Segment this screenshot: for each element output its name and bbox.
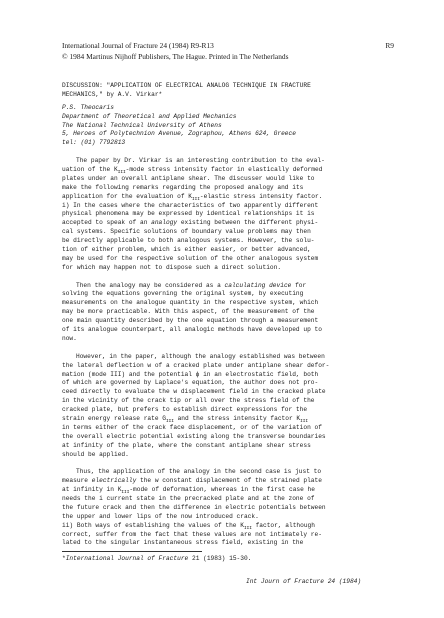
author-address: 5, Heroes of Polytechnion Avenue, Zographou, Athens 624, Greece <box>62 130 296 138</box>
journal-line: International Journal of Fracture 24 (1984) R9-R13 <box>62 41 214 50</box>
title-line-1: DISCUSSION: "APPLICATION OF ELECTRICAL ANALOG TECHNIQUE IN FRACTURE <box>62 82 311 89</box>
paragraph-3-line: in the vicinity of the crack tip or all over the stress field of the <box>62 397 315 405</box>
footnote: *International Journal of Fracture 21 (1983) 15-30. <box>62 555 252 562</box>
paragraph-2-line: of its analogue counterpart, all analogic methods have developed up to <box>62 326 322 334</box>
paragraph-2-line: solving the equations governing the original system, by executing <box>62 290 304 298</box>
paragraph-3-line: strain energy release rate $G_{III}$ and the stress intensity factor $K_{III}$ <box>62 414 309 424</box>
paragraph-2-line: may be more practicable. With this aspect, of the measurement of the <box>62 308 315 316</box>
paragraph-1-line: physical phenomena may be expressed by identical relationships it is <box>62 210 315 218</box>
paragraph-1-line: uation of the $K_{III}$-mode stress intensity factor in elastically deformed <box>62 166 323 176</box>
paragraph-2-line: measurements on the analogue quantity in the respective system, which <box>62 299 319 307</box>
author-university: The National Technical University of Athens <box>62 121 222 129</box>
paragraph-1-line: may be used for the respective solution of the other analogous system <box>62 254 319 262</box>
journal-reference: Int Journ of Fracture 24 (1984) <box>246 578 362 585</box>
author-department: Department of Theoretical and Applied Mechanics <box>62 112 237 120</box>
article-body <box>62 82 398 548</box>
paragraph-1-line: be directly applicable to both analogous systems. However, the solu- <box>62 237 315 245</box>
paragraph-3-line: should be applied. <box>62 450 129 458</box>
paragraph-3-line: of which are governed by Laplace's equation, the author does not pro- <box>62 379 319 387</box>
author-telephone: tel: (01) 7792813 <box>62 139 126 147</box>
paragraph-4-line: lated to the singular instantaneous stress field, existing in the <box>62 539 304 547</box>
paragraph-1-line: accepted to speak of an analogy existing between the different physi- <box>62 219 319 227</box>
paragraph-1-line: plates under an overall antiplane shear. The discusser would like to <box>62 174 315 182</box>
paragraph-4-line: needs the i current state in the precracked plate and at the zone of <box>62 494 315 502</box>
paragraph-4-line: the upper and lower lips of the now introduced crack. <box>62 512 259 520</box>
paragraph-2-line: one main quantity described by the one equation through a measurement <box>62 317 319 325</box>
copyright-line: © 1984 Martinus Nijhoff Publishers, The Hague. Printed in The Netherlands <box>62 52 289 61</box>
paragraph-1-line: application for the evaluation of $K_{III}$-elastic stress intensity factor. <box>62 192 323 202</box>
paragraph-3-line: mation (mode III) and the potential ϕ in an electrostatic field, both <box>62 370 319 378</box>
paragraph-3-line: However, in the paper, although the analogy established was between <box>76 352 325 360</box>
paragraph-2-line: Then the analogy may be considered as a calculating device for <box>76 281 307 289</box>
paragraph-3-line: the lateral deflection w of a cracked plate under antiplane shear defor- <box>62 361 330 369</box>
footnote-rule <box>62 551 202 552</box>
paragraph-1-line: for which may happen not to dispose such a direct solution. <box>62 263 282 271</box>
paragraph-3-line: the overall electric potential existing along the transverse boundaries <box>62 432 326 440</box>
paragraph-4-line: at infinity in $K_{III}$-mode of deformation, whereas in the first case he <box>62 486 315 496</box>
paragraph-4-line: Thus, the application of the analogy in the second case is just to <box>76 468 322 476</box>
paragraph-2-line: now. <box>62 334 77 342</box>
title-line-2: MECHANICS," by A.V. Virkar* <box>62 90 163 98</box>
paragraph-3-line: in terms either of the crack face displacement, or of the variation of <box>62 423 322 431</box>
author-name: P.S. Theocaris <box>62 103 114 111</box>
paragraph-1-line: i) In the cases where the characteristics of two apparently different <box>62 201 319 209</box>
page-header <box>62 40 394 62</box>
paragraph-4-line: correct, suffer from the fact that these values are not intimately re- <box>62 530 322 538</box>
paragraph-1-line: The paper by Dr. Virkar is an interesting contribution to the eval- <box>76 157 325 165</box>
paragraph-3-line: ceed directly to evaluate the w displacement field in the cracked plate <box>62 388 326 396</box>
paragraph-3-line: at infinity of the plate, where the constant antiplane shear stress <box>62 441 311 449</box>
paragraph-4-line: the future crack and then the difference in electric potentials between <box>62 503 326 511</box>
paragraph-1-line: cal systems. Specific solutions of boundary value problems may then <box>62 228 311 236</box>
paragraph-3-line: cracked plate, but prefers to establish direct expressions for the <box>62 406 308 414</box>
paragraph-4-line: ii) Both ways of establishing the values of the $K_{III}$ factor, although <box>62 521 315 531</box>
paragraph-1-line: tion of either problem, which is either easier, or better advanced, <box>62 246 311 254</box>
paragraph-1-line: make the following remarks regarding the proposed analogy and its <box>62 183 304 191</box>
paragraph-4-line: measure electrically the w constant displacement of the strained plate <box>62 477 322 485</box>
page-number: R9 <box>385 41 394 50</box>
